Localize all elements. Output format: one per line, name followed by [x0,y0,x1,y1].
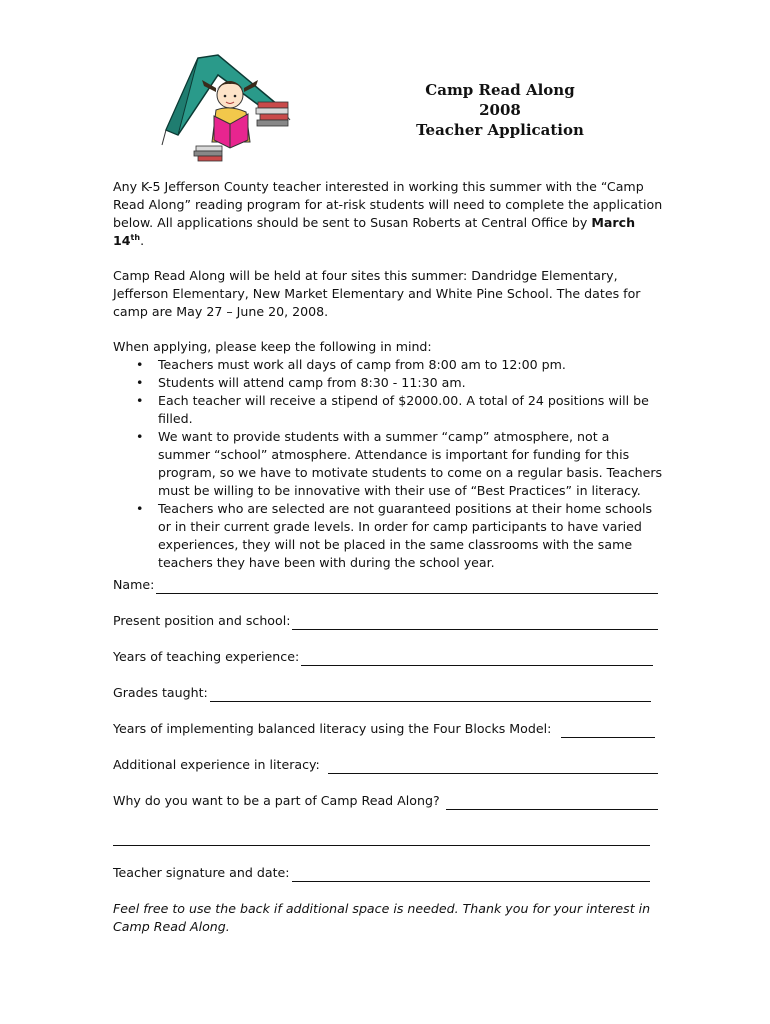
position-label: Present position and school: [113,613,291,628]
sites-paragraph: Camp Read Along will be held at four sites this summer: Dandridge Elementary, Jefferson Elementary, New Market Elementary and White Pine School. The dates for camp are May 27 – June 20, 2008. [113,268,641,319]
list-item: • Teachers who are selected are not guaranteed positions at their home schools or in their current grade levels. In order for camp participants to have varied experiences, they will not be placed in the same classrooms with the same teachers they have been with during the school year. [158,500,663,572]
why-continued-field[interactable] [113,828,650,846]
name-field[interactable] [113,576,658,594]
grades-label: Grades taught: [113,685,208,700]
name-label: Name: [113,577,155,592]
position-field[interactable] [113,612,658,630]
page-title: Camp Read Along [425,81,575,99]
signature-blank[interactable] [292,867,650,882]
four-blocks-field[interactable] [113,720,655,738]
why-label: Why do you want to be a part of Camp Read Along? [113,793,440,808]
grades-blank[interactable] [210,687,651,702]
deadline-suffix: th [130,232,141,242]
body-text [113,178,663,572]
years-blank[interactable] [301,651,653,666]
signature-field[interactable] [113,864,650,882]
grades-field[interactable] [113,684,651,702]
list-item: • We want to provide students with a summer “camp” atmosphere, not a summer “school” atmosphere. Attendance is important for funding for this program, so we have to motivate students to come on a regular basis. Teachers must be willing to be innovative with their use of “Best Practices” in literacy. [158,428,663,500]
requirements-lead: When applying, please keep the following in mind: [113,339,432,354]
name-blank[interactable] [156,579,658,594]
list-item: • Each teacher will receive a stipend of $2000.00. A total of 24 positions will be filled. [158,392,663,428]
four-blocks-blank[interactable] [561,723,655,738]
position-blank[interactable] [292,615,658,630]
four-blocks-label: Years of implementing balanced literacy using the Four Blocks Model: [113,721,552,736]
additional-label: Additional experience in literacy: [113,757,320,772]
year: 2008 [479,101,521,119]
why-blank[interactable] [446,795,658,810]
why-continued-blank[interactable] [113,831,650,846]
subtitle: Teacher Application [416,121,584,139]
additional-blank[interactable] [328,759,658,774]
additional-field[interactable] [113,756,658,774]
list-item: • Students will attend camp from 8:30 - 11:30 am. [158,374,663,392]
intro-text: Any K-5 Jefferson County teacher interested in working this summer with the “Camp Read Along” reading program for at-risk students will need to complete the application below. All applications should be sent to Susan Roberts at Central Office by [113,179,663,230]
requirements-list [113,356,663,572]
intro-paragraph [113,178,663,250]
girl-reading-in-tent-illustration [158,50,293,168]
closing-note: Feel free to use the back if additional space is needed. Thank you for your interest in Camp Read Along. [113,901,651,934]
intro-end: . [140,233,145,248]
list-item: • Teachers must work all days of camp from 8:00 am to 12:00 pm. [158,356,663,374]
signature-label: Teacher signature and date: [113,865,290,880]
years-label: Years of teaching experience: [113,649,300,664]
title-block [400,80,600,140]
why-field[interactable] [113,792,658,810]
deadline-text: March 14 [113,215,636,248]
years-field[interactable] [113,648,653,666]
